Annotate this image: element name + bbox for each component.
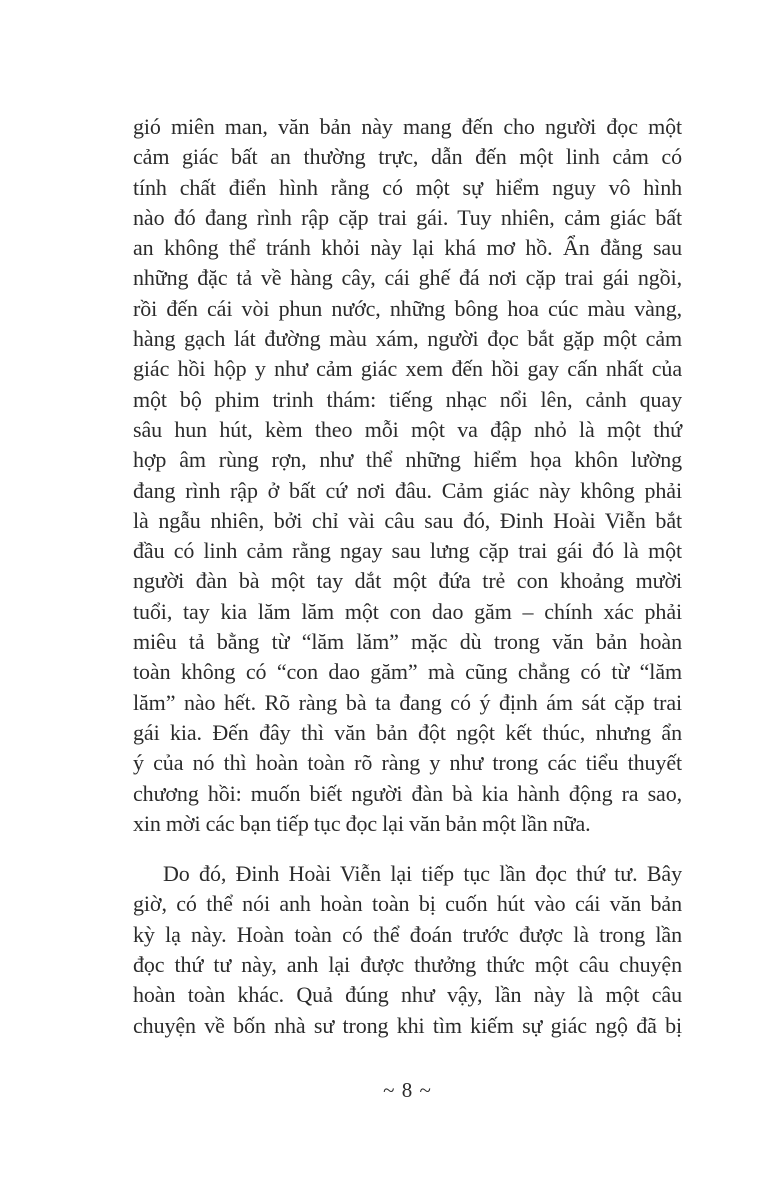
text-line: an không thể tránh khỏi này lại khá mơ hồ. Ẩn đằng sau [133, 235, 682, 261]
text-line: cảm giác bất an thường trực, dẫn đến một linh cảm có [133, 144, 682, 170]
text-line: một bộ phim trinh thám: tiếng nhạc nổi lên, cảnh quay [133, 386, 682, 412]
text-line: đang rình rập ở bất cứ nơi đâu. Cảm giác này không phải [133, 477, 682, 503]
text-line: rồi đến cái vòi phun nước, những bông hoa cúc màu vàng, [133, 295, 682, 321]
text-line: gió miên man, văn bản này mang đến cho người đọc một [133, 114, 682, 139]
text-line: sâu hun hút, kèm theo mỗi một va đập nhỏ là một thứ [133, 416, 682, 442]
page-text-column [133, 112, 682, 1041]
text-line: giác hồi hộp y như cảm giác xem đến hồi gay cấn nhất của [133, 356, 682, 382]
text-line: hoàn toàn khác. Quả đúng như vậy, lần này là một câu [133, 982, 682, 1008]
text-line: lăm” nào hết. Rõ ràng bà ta đang có ý định ám sát cặp trai [133, 689, 682, 715]
text-line: người đàn bà một tay dắt một đứa trẻ con khoảng mười [133, 568, 682, 594]
page-number: ~ 8 ~ [383, 1078, 432, 1102]
text-line: chuyện về bốn nhà sư trong khi tìm kiếm sự giác ngộ đã bị [133, 1012, 682, 1038]
text-line: Do đó, Đinh Hoài Viễn lại tiếp tục lần đọc thứ tư. Bây [163, 861, 682, 887]
text-line: là ngẫu nhiên, bởi chỉ vài câu sau đó, Đinh Hoài Viễn bắt [133, 507, 682, 533]
text-line: đọc thứ tư này, anh lại được thưởng thức một câu chuyện [133, 952, 682, 978]
paragraph [133, 859, 682, 1041]
text-line: chương hồi: muốn biết người đàn bà kia hành động ra sao, [133, 780, 682, 806]
text-line: giờ, có thể nói anh hoàn toàn bị cuốn hút vào cái văn bản [133, 891, 682, 917]
text-line: tuổi, tay kia lăm lăm một con dao găm – chính xác phải [133, 598, 682, 624]
text-line: đầu có linh cảm rằng ngay sau lưng cặp trai gái đó là một [133, 538, 682, 564]
paragraph [133, 112, 682, 839]
text-line: nào đó đang rình rập cặp trai gái. Tuy nhiên, cảm giác bất [133, 204, 682, 230]
text-line: miêu tả bằng từ “lăm lăm” mặc dù trong văn bản hoàn [133, 629, 682, 655]
text-line: ý của nó thì hoàn toàn rõ ràng y như trong các tiểu thuyết [133, 750, 682, 776]
text-line: kỳ lạ này. Hoàn toàn có thể đoán trước được là trong lần [133, 921, 682, 947]
text-line: gái kia. Đến đây thì văn bản đột ngột kết thúc, nhưng ẩn [133, 719, 682, 745]
text-line: hàng gạch lát đường màu xám, người đọc bắt gặp một cảm [133, 326, 682, 352]
text-line: hợp âm rùng rợn, như thể những hiểm họa khôn lường [133, 447, 682, 473]
text-line: toàn không có “con dao găm” mà cũng chẳng có từ “lăm [133, 659, 682, 685]
text-line: xin mời các bạn tiếp tục đọc lại văn bản một lần nữa. [133, 810, 591, 836]
text-line: những đặc tả về hàng cây, cái ghế đá nơi cặp trai gái ngồi, [133, 265, 682, 291]
text-line: tính chất điển hình rằng có một sự hiểm nguy vô hình [133, 174, 682, 200]
